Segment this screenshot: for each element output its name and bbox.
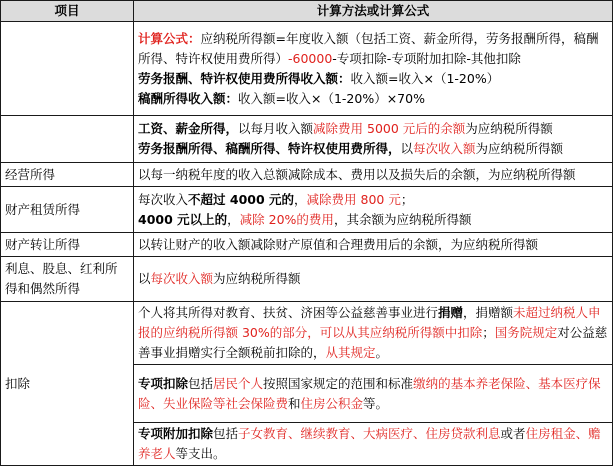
text-run: 稿酬所得收入额： (138, 90, 239, 106)
content-line (138, 89, 608, 109)
row-label-interest: 利息、股息、红利所得和偶然所得 (1, 257, 134, 302)
text-run: 为应纳税所得额 (475, 141, 564, 156)
text-run: 子女教育、继续教育、大病医疗、住房贷款利息 (238, 426, 501, 441)
text-run: 工资、薪金所得， (138, 121, 239, 136)
row-content-lease (134, 187, 613, 233)
text-run: 每次收入额 (150, 271, 214, 286)
text-run: 应纳税所得额=年度收入额（包括工资、薪金所得，劳务报酬所得，稿酬所得、特许权使用费所得） (138, 30, 599, 66)
text-run: -专项扣除-专项附加扣除-其他扣除 (332, 50, 521, 66)
content-line (138, 119, 608, 139)
text-run: 减除费用 5000 元后的余额 (313, 121, 466, 136)
row-content-deduction-2 (134, 423, 613, 466)
header-row (1, 1, 613, 22)
text-run: 按照国家规定的范围和标准 (263, 375, 414, 391)
text-run: 专项扣除 (138, 375, 189, 391)
text-run: 或者 (500, 426, 526, 441)
text-run: 包括 (188, 375, 214, 391)
header-cell-method: 计算方法或计算公式 (134, 1, 613, 22)
content-line (138, 269, 608, 289)
row-deduction-donation (1, 302, 613, 365)
row-label-resident (1, 22, 134, 116)
text-run: 居民个人 (213, 375, 264, 391)
text-run: 计算公式： (138, 30, 201, 46)
text-run: -60000 (288, 50, 333, 66)
content-line (138, 29, 608, 69)
header-cell-item: 项目 (1, 1, 134, 22)
row-content-business (134, 163, 613, 187)
text-run: 以每月收入额 (238, 121, 314, 136)
row-resident-comprehensive-income (1, 22, 613, 116)
content-line (138, 235, 608, 255)
row-content-resident (134, 22, 613, 116)
text-run: 国务院规定 (494, 325, 558, 340)
text-run: 为应纳税所得额 (213, 271, 301, 286)
text-run: 等。 (363, 395, 389, 411)
text-run: 每次收入额 (413, 141, 476, 156)
text-run: 和 (288, 395, 301, 411)
text-run: ，其余额为应纳税所得额 (333, 211, 472, 227)
text-run: 以 (400, 141, 414, 156)
row-label-business: 经营所得 (1, 163, 134, 187)
text-run: 包括 (213, 426, 239, 441)
text-run: 以 (138, 271, 151, 286)
text-run: ； (400, 191, 414, 207)
text-run: 以转让财产的收入额减除财产原值和合理费用后的余额，为应纳税所得额 (138, 236, 539, 252)
row-label-nonresident (1, 116, 134, 163)
text-run: 劳务报酬、特许权使用费所得收入额： (138, 70, 351, 86)
text-run: 专项附加扣除 (138, 426, 214, 441)
text-run: 以每一纳税年度的收入总额减除成本、费用以及损失后的余额，为应纳税所得额 (138, 166, 576, 182)
text-run: 住房公积金 (300, 395, 364, 411)
text-run: 减除 20%的费用 (239, 211, 334, 227)
row-content-deduction-1 (134, 365, 613, 423)
row-content-nonresident (134, 116, 613, 163)
text-run: ； (482, 325, 495, 340)
row-label-deduction: 扣除 (1, 302, 134, 466)
text-run: 住房租金、赡养老人 (138, 426, 601, 461)
deduction-paragraph (138, 373, 608, 415)
row-label-lease: 财产租赁所得 (1, 187, 134, 233)
text-run: 收入额=收入×（1-20%） (350, 70, 500, 86)
content-line (138, 165, 608, 185)
content-line (138, 190, 608, 210)
row-content-transfer (134, 233, 613, 257)
text-run: ， (227, 211, 240, 227)
text-run: 等支出。 (175, 446, 226, 461)
row-interest-dividend-income (1, 257, 613, 302)
text-run: 收入额=收入×（1-20%）×70% (238, 90, 425, 106)
text-run: 捐赠 (438, 305, 464, 320)
row-property-transfer-income (1, 233, 613, 257)
text-run: 。 (375, 345, 389, 360)
content-line (138, 210, 608, 230)
text-run: 个人将其所得对教育、扶贫、济困等公益慈善事业进行 (138, 305, 439, 320)
row-property-lease-income (1, 187, 613, 233)
content-line (138, 69, 608, 89)
text-run: 每次收入 (138, 191, 189, 207)
text-run: ，捐赠额 (463, 305, 514, 320)
row-content-deduction-0 (134, 302, 613, 365)
text-run: 缴纳的基本养老保险、基本医疗保险、失业保险等社会保险费 (138, 375, 601, 411)
text-run: 未超过纳税人申报的应纳税所得额 30%的部分，可以从其应纳税所得额中扣除 (138, 305, 601, 340)
deduction-paragraph (138, 423, 608, 465)
text-run: 对公益慈善事业捐赠实行全额税前扣除的， (138, 325, 608, 360)
deduction-paragraph (138, 302, 608, 364)
row-nonresident-income (1, 116, 613, 163)
text-run: 4000 元以上的 (138, 211, 228, 227)
text-run: 从其规定 (325, 345, 376, 360)
text-run: 为应纳税所得额 (465, 121, 553, 136)
content-line (138, 139, 608, 159)
text-run: 减除费用 800 元 (306, 191, 401, 207)
row-label-transfer: 财产转让所得 (1, 233, 134, 257)
row-business-income (1, 163, 613, 187)
text-run: 劳务报酬所得、稿酬所得、特许权使用费所得， (138, 141, 401, 156)
row-content-interest (134, 257, 613, 302)
text-run: 不超过 4000 元的 (188, 191, 295, 207)
text-run: ， (294, 191, 307, 207)
